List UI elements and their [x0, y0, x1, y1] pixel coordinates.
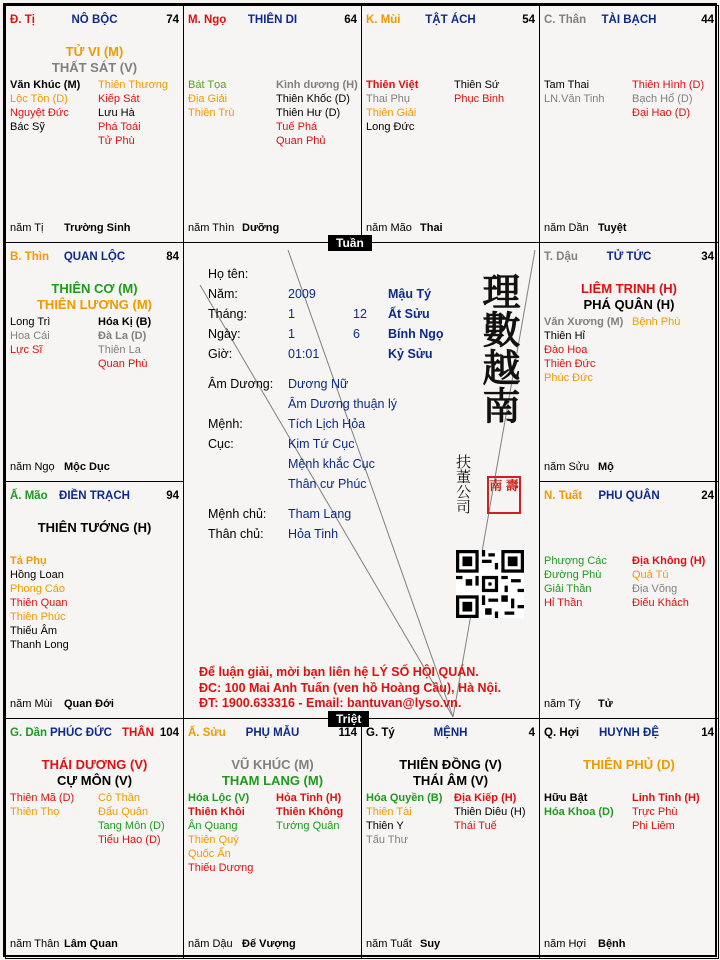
- contact-line-1: Để luận giải, mời bạn liên hệ LÝ SỐ HỘI QUÁN.: [199, 665, 479, 679]
- stars-right: [98, 791, 165, 847]
- palace-name: TÀI BẠCH: [601, 14, 657, 26]
- stars-right: [276, 78, 358, 148]
- minor-star: Đà La (D): [98, 330, 147, 342]
- minor-star: Thiên Mã (D): [10, 792, 75, 804]
- main-star: VŨ KHÚC (M): [231, 757, 314, 772]
- main-star: THÁI DƯƠNG (V): [41, 757, 148, 772]
- main-star: THẤT SÁT (V): [51, 60, 138, 75]
- minor-star: Cô Thần: [98, 792, 140, 804]
- minor-star: Thiên Việt: [366, 79, 419, 91]
- info-lunar: 6: [353, 327, 360, 341]
- palace-number: 104: [159, 727, 179, 739]
- minor-star: Thiên Phúc: [10, 611, 66, 623]
- palace-tuat[interactable]: [539, 481, 719, 719]
- palace-branch: Ấ. Sửu: [188, 727, 226, 739]
- palace-branch: B. Thìn: [10, 251, 49, 263]
- palace-header: [544, 490, 714, 506]
- stars-left: [10, 78, 80, 134]
- info-value: Thân cư Phúc: [288, 477, 367, 491]
- stars-left: [544, 78, 605, 106]
- palace-mui[interactable]: [361, 5, 540, 243]
- palace-ti[interactable]: [5, 5, 184, 243]
- minor-star: Thiếu Dương: [188, 862, 254, 874]
- palace-header: [544, 251, 714, 267]
- palace-footer: [366, 938, 535, 952]
- minor-star: Thiếu Âm: [10, 625, 58, 637]
- minor-star: Long Đức: [366, 121, 415, 133]
- minor-star: Phục Binh: [454, 93, 505, 105]
- center-info: [185, 244, 542, 722]
- minor-star: Tuế Phá: [276, 121, 318, 133]
- minor-star: Thiên Khốc (D): [276, 93, 350, 105]
- palace-year: năm Ngọ: [10, 461, 55, 473]
- minor-star: Quan Phủ: [276, 135, 326, 147]
- minor-star: Thái Tuế: [454, 820, 497, 832]
- minor-star: Thiên Quan: [10, 597, 68, 609]
- palace-number: 34: [701, 251, 714, 263]
- minor-star: Hồng Loan: [10, 569, 64, 581]
- minor-star: Địa Võng: [632, 583, 678, 595]
- minor-star: Thiên Sứ: [454, 79, 500, 91]
- palace-phase: Mộc Dục: [64, 461, 110, 473]
- info-canchi: Mậu Tý: [388, 287, 432, 301]
- info-label: Tháng:: [208, 307, 247, 321]
- info-value: 1: [288, 307, 295, 321]
- palace-branch: T. Dậu: [544, 251, 578, 263]
- minor-star: Thiên Diêu (H): [454, 806, 526, 818]
- palace-phase: Dưỡng: [242, 222, 280, 234]
- info-label: Năm:: [208, 287, 238, 301]
- palace-ty[interactable]: [361, 718, 540, 959]
- palace-year: năm Hợi: [544, 938, 587, 950]
- stars-left: [10, 791, 74, 819]
- palace-year: năm Thìn: [188, 222, 235, 234]
- palace-header: [366, 727, 535, 743]
- palace-year: năm Tị: [10, 222, 44, 234]
- palace-name: ĐIỀN TRẠCH: [59, 490, 130, 502]
- palace-header: [10, 251, 179, 267]
- palace-footer: [10, 938, 179, 952]
- info-label: Ngày:: [208, 327, 241, 341]
- info-lunar: 12: [353, 307, 367, 321]
- minor-star: Tả Phụ: [10, 555, 47, 567]
- palace-header: [544, 727, 714, 743]
- minor-star: Quốc Ấn: [188, 848, 231, 860]
- palace-hoi[interactable]: [539, 718, 719, 959]
- palace-footer: [188, 938, 357, 952]
- palace-footer: [188, 222, 357, 236]
- palace-header: [10, 490, 179, 506]
- main-star: TỬ VI (M): [65, 44, 124, 59]
- palace-branch: G. Dần: [10, 727, 48, 739]
- minor-star: Trực Phù: [632, 806, 678, 818]
- info-label: Âm Dương:: [208, 377, 274, 391]
- palace-footer: [366, 222, 535, 236]
- qr-code[interactable]: [456, 550, 524, 618]
- minor-star: Tấu Thư: [366, 834, 409, 846]
- palace-phase: Lâm Quan: [64, 938, 118, 950]
- stars-left: [544, 554, 607, 610]
- main-star: PHÁ QUÂN (H): [583, 297, 675, 312]
- stars-left: [544, 315, 623, 385]
- calligraphy-company: 扶董公司: [454, 454, 472, 514]
- palace-name: NÔ BỘC: [71, 14, 118, 26]
- calligraphy-logo: 理數越南: [476, 272, 521, 424]
- info-value: Dương Nữ: [288, 377, 349, 391]
- contact-line-3[interactable]: ĐT: 1900.633316 - Email: bantuvan@lyso.vn.: [199, 696, 462, 710]
- palace-year: năm Thân: [10, 938, 60, 950]
- minor-star: Giải Thần: [544, 583, 592, 595]
- stars-left: [366, 78, 418, 134]
- palace-phase: Tuyệt: [598, 222, 627, 234]
- stars-right: [276, 791, 343, 833]
- palace-number: 94: [166, 490, 179, 502]
- minor-star: Thai Phụ: [366, 93, 411, 105]
- palace-suu[interactable]: [183, 718, 362, 959]
- palace-number: 64: [344, 14, 357, 26]
- minor-star: Hỏa Tinh (H): [276, 792, 342, 804]
- minor-star: Phá Toái: [98, 121, 141, 133]
- palace-thin[interactable]: [5, 242, 184, 482]
- minor-star: Thiên Thọ: [10, 806, 60, 818]
- stars-right: [454, 78, 504, 106]
- minor-star: Tang Môn (D): [98, 820, 165, 832]
- info-value: Tích Lịch Hỏa: [288, 417, 366, 431]
- palace-phase: Suy: [420, 938, 441, 950]
- palace-name-text: PHÚC ĐỨC: [50, 727, 112, 739]
- info-value: 1: [288, 327, 295, 341]
- stars-left: [10, 315, 50, 357]
- info-canchi: Ất Sửu: [388, 307, 430, 321]
- minor-star: Thiên Khôi: [188, 806, 245, 818]
- minor-star: Văn Xương (M): [544, 316, 624, 328]
- minor-star: Văn Khúc (M): [10, 79, 81, 91]
- minor-star: Đẩu Quân: [98, 806, 149, 818]
- red-seal: 南 壽: [487, 476, 521, 514]
- palace-phase: Bệnh: [598, 938, 626, 950]
- stars-left: [188, 78, 234, 120]
- minor-star: Đường Phù: [544, 569, 602, 581]
- minor-star: Nguyệt Đức: [10, 107, 69, 119]
- palace-branch: G. Tý: [366, 727, 395, 739]
- palace-mao[interactable]: [5, 481, 184, 719]
- palace-year: năm Tuất: [366, 938, 412, 950]
- palace-name: PHỤ MẪU: [245, 727, 300, 739]
- stars-right: [98, 315, 151, 371]
- minor-star: Hóa Kị (B): [98, 316, 152, 328]
- stars-left: [544, 791, 614, 819]
- palace-than-marker: THÂN: [121, 727, 154, 739]
- minor-star: Bát Tọa: [188, 79, 227, 91]
- palace-name: THIÊN DI: [247, 14, 298, 26]
- palace-branch: Đ. Tị: [10, 14, 35, 26]
- stars-right: [632, 791, 700, 833]
- palace-year: năm Sửu: [544, 461, 590, 473]
- stars-right: [98, 78, 168, 148]
- minor-star: Điếu Khách: [632, 597, 689, 609]
- minor-star: Tiểu Hao (D): [98, 834, 161, 846]
- minor-star: Địa Giải: [188, 93, 228, 105]
- palace-number: 4: [528, 727, 535, 739]
- info-label: Giờ:: [208, 347, 233, 361]
- palace-number: 54: [522, 14, 535, 26]
- minor-star: Lực Sĩ: [10, 344, 43, 356]
- minor-star: Hóa Lộc (V): [188, 792, 250, 804]
- horoscope-chart: [3, 3, 717, 957]
- minor-star: Đào Hoa: [544, 344, 588, 356]
- info-canchi: Bính Ngọ: [388, 327, 444, 341]
- info-value: 01:01: [288, 347, 320, 361]
- minor-star: Thiên Hư (D): [276, 107, 341, 119]
- palace-dan[interactable]: [5, 718, 184, 959]
- stars-right: [632, 78, 704, 120]
- palace-footer: [544, 222, 714, 236]
- main-star: THIÊN TƯỚNG (H): [37, 520, 152, 535]
- palace-footer: [10, 222, 179, 236]
- minor-star: Đại Hao (D): [632, 107, 691, 119]
- minor-star: Tam Thai: [544, 79, 590, 91]
- minor-star: Thiên Đức: [544, 358, 596, 370]
- minor-star: Bác Sỹ: [10, 121, 45, 133]
- minor-star: Quả Tú: [632, 569, 669, 581]
- minor-star: Địa Kiếp (H): [454, 792, 517, 804]
- minor-star: Bệnh Phù: [632, 316, 681, 328]
- palace-footer: [544, 698, 714, 712]
- minor-star: Kiếp Sát: [98, 93, 140, 105]
- minor-star: Long Trì: [10, 316, 51, 328]
- palace-branch: Ấ. Mão: [10, 490, 48, 502]
- minor-star: LN.Văn Tinh: [544, 93, 605, 105]
- minor-star: Thiên Hỉ: [544, 330, 585, 342]
- palace-year: năm Dần: [544, 222, 589, 234]
- info-value: Mệnh khắc Cục: [288, 457, 375, 471]
- minor-star: Thiên Y: [366, 820, 404, 832]
- minor-star: Hữu Bật: [544, 792, 588, 804]
- minor-star: Thiên Trù: [188, 107, 235, 119]
- main-star: THIÊN CƠ (M): [51, 281, 138, 296]
- minor-star: Hoa Cái: [10, 330, 50, 342]
- palace-branch: C. Thân: [544, 14, 587, 26]
- palace-phase: Trường Sinh: [64, 222, 131, 234]
- palace-name: TỬ TỨC: [606, 251, 652, 263]
- info-label: Họ tên:: [208, 267, 249, 281]
- minor-star: Kình dương (H): [276, 79, 358, 91]
- minor-star: Thiên Thương: [98, 79, 169, 91]
- minor-star: Hóa Khoa (D): [544, 806, 614, 818]
- palace-header: [188, 727, 357, 743]
- main-star: CỰ MÔN (V): [56, 773, 133, 788]
- minor-star: Lưu Hà: [98, 107, 135, 119]
- palace-header: [544, 14, 714, 30]
- info-label: Mệnh chủ:: [208, 507, 267, 521]
- palace-dau[interactable]: [539, 242, 719, 482]
- minor-star: Bạch Hổ (D): [632, 93, 693, 105]
- palace-number: 74: [166, 14, 179, 26]
- minor-star: Thiên Quý: [188, 834, 239, 846]
- minor-star: Thiên Tài: [366, 806, 412, 818]
- palace-name: QUAN LỘC: [63, 251, 126, 263]
- minor-star: Thiên Không: [276, 806, 344, 818]
- minor-star: Thanh Long: [10, 639, 69, 651]
- tuan-tag: Tuần: [328, 235, 372, 251]
- palace-branch: K. Mùi: [366, 14, 401, 26]
- minor-star: Lộc Tồn (D): [10, 93, 68, 105]
- stars-right: [454, 791, 526, 833]
- palace-header: [366, 14, 535, 30]
- stars-left: [10, 554, 69, 652]
- palace-phase: Tử: [598, 698, 613, 710]
- palace-footer: [544, 461, 714, 475]
- palace-number: 114: [338, 727, 357, 739]
- palace-name: HUYNH ĐỆ: [598, 727, 660, 739]
- info-value: Tham Lang: [288, 507, 352, 521]
- minor-star: Địa Không (H): [632, 555, 706, 567]
- minor-star: Linh Tinh (H): [632, 792, 700, 804]
- palace-ngo[interactable]: [183, 5, 362, 243]
- stars-right: [632, 315, 680, 329]
- palace-year: năm Mùi: [10, 698, 53, 710]
- contact-line-2: ĐC: 100 Mai Anh Tuấn (ven hồ Hoàng Cầu), Hà Nội.: [199, 681, 502, 695]
- palace-phase: Thai: [420, 222, 443, 234]
- minor-star: Thiên La: [98, 344, 141, 356]
- main-star: LIÊM TRINH (H): [580, 281, 678, 296]
- palace-footer: [10, 698, 179, 712]
- palace-branch: M. Ngọ: [188, 14, 227, 26]
- palace-phase: Mộ: [598, 461, 614, 473]
- palace-footer: [544, 938, 714, 952]
- palace-branch: Q. Hợi: [544, 727, 580, 739]
- info-value: Âm Dương thuận lý: [288, 397, 397, 411]
- palace-year: năm Mão: [366, 222, 412, 234]
- minor-star: Tử Phù: [98, 135, 135, 147]
- stars-left: [188, 791, 253, 875]
- minor-star: Thiên Hình (D): [632, 79, 705, 91]
- info-value: Hỏa Tinh: [288, 527, 339, 541]
- info-value: 2009: [288, 287, 316, 301]
- minor-star: Thiên Giải: [366, 107, 417, 119]
- palace-name: PHU QUÂN: [598, 490, 660, 502]
- palace-branch: N. Tuất: [544, 490, 583, 502]
- stars-right: [632, 554, 705, 610]
- minor-star: Hỉ Thần: [544, 597, 583, 609]
- palace-name: TẬT ÁCH: [425, 14, 476, 26]
- main-star: THÁI ÂM (V): [412, 773, 489, 788]
- palace-year: năm Dậu: [188, 938, 233, 950]
- palace-number: 14: [701, 727, 714, 739]
- palace-phase: Quan Đới: [64, 698, 114, 710]
- main-star: THIÊN PHỦ (D): [583, 757, 675, 772]
- main-star: THAM LANG (M): [221, 773, 324, 788]
- info-value: Kim Tứ Cục: [288, 437, 355, 451]
- info-label: Mệnh:: [208, 417, 243, 431]
- palace-header: [10, 14, 179, 30]
- minor-star: Hóa Quyền (B): [366, 792, 443, 804]
- minor-star: Phúc Đức: [544, 372, 593, 384]
- palace-phase: Đế Vượng: [242, 938, 296, 950]
- info-canchi: Kỷ Sửu: [388, 347, 433, 361]
- palace-number: 44: [701, 14, 714, 26]
- minor-star: Phong Cáo: [10, 583, 66, 595]
- info-label: Cục:: [208, 437, 234, 451]
- main-star: THIÊN ĐỒNG (V): [399, 757, 502, 772]
- main-star: THIÊN LƯƠNG (M): [36, 297, 153, 312]
- stars-left: [366, 791, 442, 847]
- minor-star: Quan Phù: [98, 358, 148, 370]
- triet-tag: Triệt: [328, 711, 369, 727]
- palace-than[interactable]: [539, 5, 719, 243]
- palace-footer: [10, 461, 179, 475]
- palace-header: [188, 14, 357, 30]
- palace-number: 24: [701, 490, 714, 502]
- minor-star: Ân Quang: [188, 820, 238, 832]
- minor-star: Tướng Quân: [276, 820, 340, 832]
- palace-header: [10, 727, 179, 743]
- minor-star: Phi Liêm: [632, 820, 675, 832]
- info-label: Thân chủ:: [208, 527, 264, 541]
- palace-name: MỆNH: [433, 727, 468, 739]
- palace-year: năm Tý: [544, 698, 581, 710]
- minor-star: Phượng Các: [544, 555, 607, 567]
- palace-number: 84: [166, 251, 179, 263]
